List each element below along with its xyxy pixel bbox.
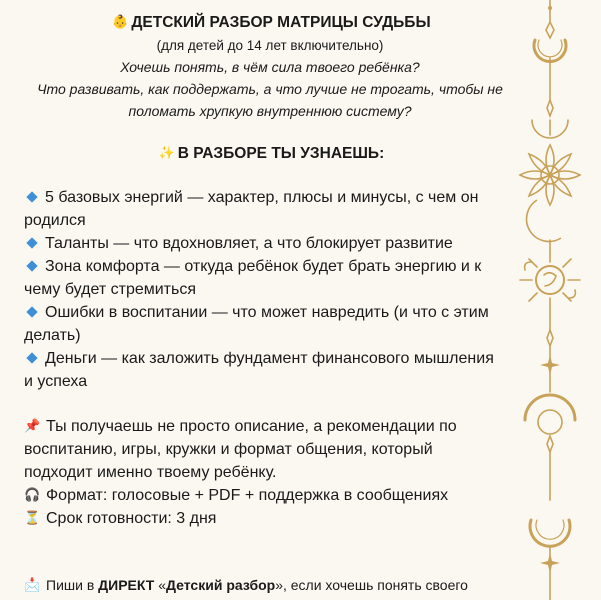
hourglass-icon: ⏳ (24, 510, 41, 525)
diamond-bullet-icon (26, 352, 37, 363)
bullet-item-energies: 5 базовых энергий — характер, плюсы и минусы, с чем он (24, 189, 478, 207)
envelope-icon: 📩 (24, 577, 41, 592)
post-title: 👶 ДЕТСКИЙ РАЗБОР МАТРИЦЫ СУДЬБЫ (0, 14, 540, 32)
pushpin-icon: 📌 (24, 418, 41, 433)
diamond-bullet-icon (26, 306, 37, 317)
note-line-1: 📌 Ты получаешь не просто описание, а рекомендации по (24, 418, 457, 435)
note-line-2: воспитанию, игры, кружки и формат общения, который (24, 441, 433, 458)
bullet-item-energies-cont: родился (24, 212, 86, 229)
diamond-icon (547, 100, 553, 116)
question-line-3: поломать хрупкую внутреннюю систему? (128, 103, 412, 119)
moon-face-icon (527, 200, 561, 241)
section-heading: ✨ В РАЗБОРЕ ТЫ УЗНАЕШЬ: (0, 145, 540, 163)
headphones-icon: 🎧 (24, 487, 41, 502)
bullet-item-mistakes-cont: делать) (24, 327, 81, 344)
question-line-2: Что развивать, как поддержать, а что лучше не трогать, чтобы не (37, 81, 503, 97)
bullet-item-money: Деньги — как заложить фундамент финансового мышления (24, 350, 494, 368)
diamond-icon (547, 330, 553, 346)
cta-line: 📩 Пиши в ДИРЕКТ «Детский разбор», если хочешь понять своего (24, 577, 468, 593)
baby-icon: 👶 (112, 14, 129, 29)
format-line: 🎧 Формат: голосовые + PDF + поддержка в сообщениях (24, 487, 449, 504)
diamond-icon (547, 436, 553, 452)
dot-icon (548, 6, 552, 10)
flower-icon (520, 145, 580, 205)
star-icon (540, 355, 560, 375)
bullet-item-comfort-zone-cont: чему будет стремиться (24, 281, 197, 298)
bullet-item-mistakes: Ошибки в воспитании — что может навредить (и что с этим (24, 304, 489, 322)
post-subtitle: (для детей до 14 лет включительно) (156, 38, 384, 53)
question-line-1: Хочешь понять, в чём сила твоего ребёнка? (120, 59, 420, 75)
crescent-moon-icon (525, 395, 575, 420)
diamond-bullet-icon (26, 260, 37, 271)
sun-icon (520, 250, 580, 312)
star-icon (540, 553, 560, 573)
crescent-moon-inner-icon (538, 40, 562, 57)
bullet-item-talents: Таланты — что вдохновляет, а что блокирует развитие (24, 235, 453, 253)
bullet-item-comfort-zone: Зона комфорта — откуда ребёнок будет брать энергию и к (24, 258, 481, 276)
direct-link[interactable]: ДИРЕКТ (98, 577, 155, 593)
note-line-3: подходит именно твоему ребёнку. (24, 464, 277, 481)
celestial-decoration (495, 0, 601, 600)
cta-keyword: Детский разбор (166, 577, 276, 593)
diamond-icon (546, 22, 554, 38)
orb-icon (538, 410, 562, 434)
deadline-line: ⏳ Срок готовности: 3 дня (24, 510, 217, 527)
sparkles-icon: ✨ (158, 145, 175, 160)
crescent-moon-inner-icon (536, 520, 564, 539)
bullet-item-money-cont: и успеха (24, 373, 88, 390)
diamond-bullet-icon (26, 191, 37, 202)
diamond-bullet-icon (26, 237, 37, 248)
